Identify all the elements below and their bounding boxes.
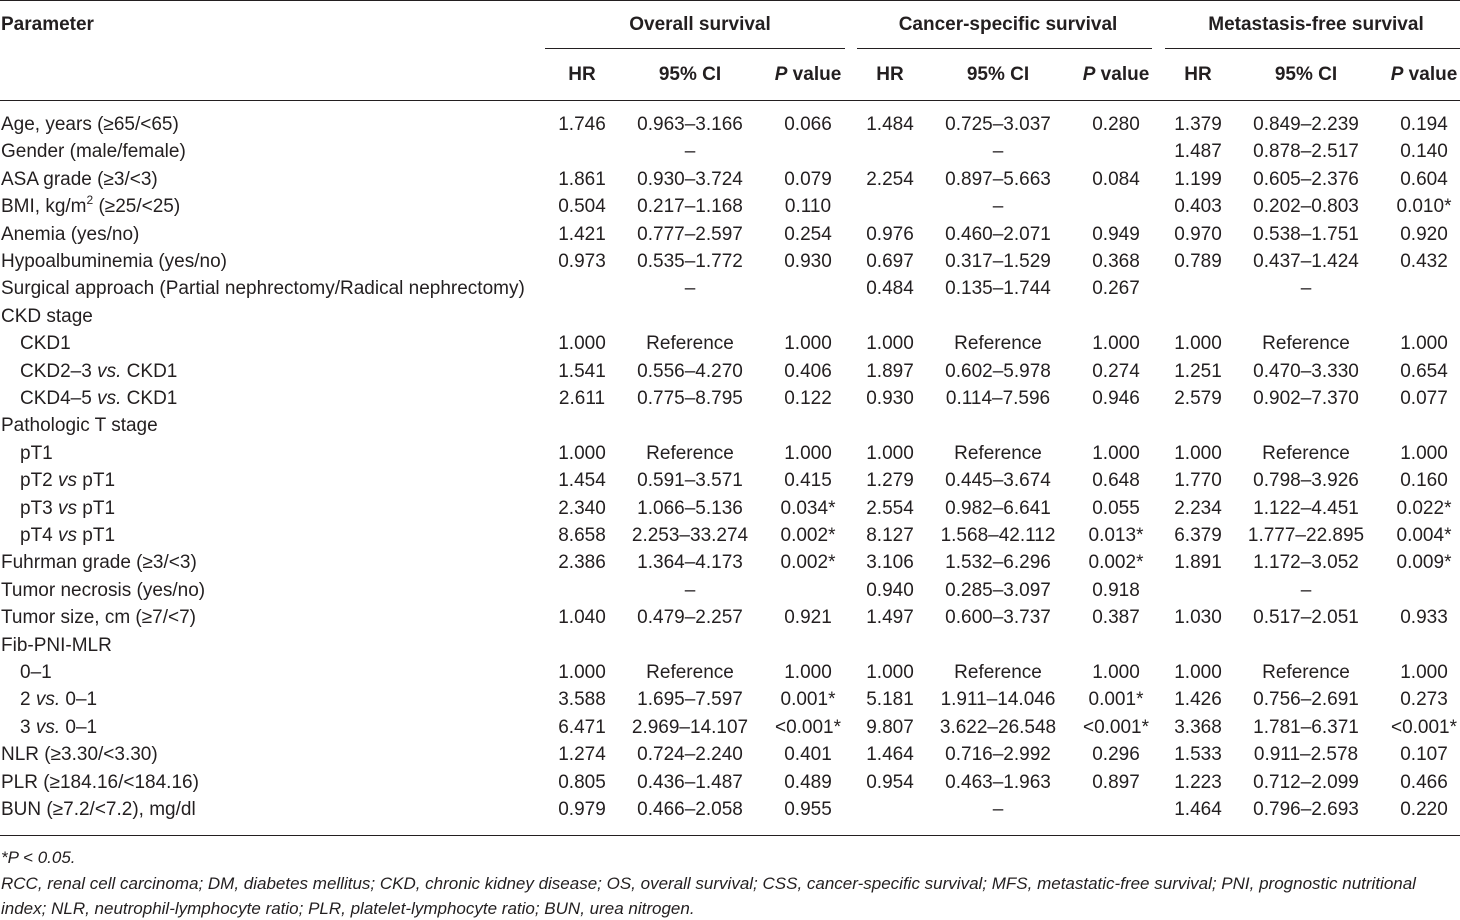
cell-mfs-ci: 1.122–4.451 [1253,498,1359,519]
cell-os-p: 0.110 [784,196,832,217]
cell-css-p: 0.280 [1092,114,1140,135]
p-italic: P [1082,64,1096,85]
cell-mfs-hr: 1.251 [1174,361,1222,382]
cell-os-p: 0.930 [784,251,832,272]
row-label: NLR (≥3.30/<3.30) [1,744,158,765]
cell-mfs-p: 0.466 [1400,772,1448,793]
cell-css-hr: 0.976 [866,224,914,245]
cell-os-hr: 1.000 [558,662,606,683]
cell-css-ci: – [992,141,1004,162]
cell-css-hr: 1.000 [866,333,914,354]
cell-mfs-hr: 1.770 [1174,470,1222,491]
cell-mfs-hr: 2.234 [1174,498,1222,519]
cell-os-ci: 1.695–7.597 [637,689,743,710]
group-header-mfs: Metastasis-free survival [1208,14,1424,35]
cell-os-ci: 0.777–2.597 [637,224,743,245]
cell-css-ci: 0.716–2.992 [945,744,1051,765]
cell-os-hr: 1.454 [558,470,606,491]
table-top-rule [0,0,1460,1]
cell-mfs-hr: 0.789 [1174,251,1222,272]
vs-italic: vs. [35,689,61,710]
cell-os-ci: – [684,580,696,601]
cell-mfs-ci: 0.538–1.751 [1253,224,1359,245]
cell-mfs-hr: 1.379 [1174,114,1222,135]
cell-mfs-hr: 1.426 [1174,689,1222,710]
cell-os-hr: 0.979 [558,799,606,820]
p-italic: P [774,64,788,85]
cell-mfs-p: 0.004* [1396,525,1452,546]
css-hr-subheader: HR [876,64,904,85]
cell-os-ci: – [684,141,696,162]
cell-mfs-hr: 0.970 [1174,224,1222,245]
vs-italic: vs [58,525,78,546]
cell-css-p: 0.946 [1092,388,1140,409]
cell-os-ci: 1.364–4.173 [637,552,743,573]
cell-mfs-p: 0.077 [1400,388,1448,409]
footnote-significance: *P < 0.05. [1,848,76,867]
cell-mfs-hr: 3.368 [1174,717,1222,738]
cell-os-hr: 1.861 [558,169,606,190]
cell-mfs-hr: 1.030 [1174,607,1222,628]
cell-os-p: 0.002* [780,552,836,573]
cell-os-p: 0.415 [784,470,832,491]
cell-css-p: 1.000 [1092,662,1140,683]
cell-css-p: 0.084 [1092,169,1140,190]
css-p-subheader: P value [1082,64,1150,85]
cell-css-ci: 3.622–26.548 [939,717,1057,738]
cell-css-hr: 1.000 [866,443,914,464]
cell-mfs-ci: Reference [1262,662,1350,683]
cell-mfs-p: 1.000 [1400,443,1448,464]
cell-css-hr: 0.954 [866,772,914,793]
row-label: BUN (≥7.2/<7.2), mg/dl [1,799,196,820]
cell-mfs-p: 0.160 [1400,470,1448,491]
cell-mfs-p: 1.000 [1400,662,1448,683]
cell-mfs-hr: 1.000 [1174,333,1222,354]
cell-os-hr: 1.040 [558,607,606,628]
vs-italic: vs [58,498,78,519]
cell-css-p: 0.267 [1092,278,1140,299]
cell-os-p: 1.000 [784,443,832,464]
cell-mfs-ci: 0.437–1.424 [1253,251,1359,272]
cell-mfs-ci: 1.777–22.895 [1247,525,1365,546]
cell-mfs-ci: 0.712–2.099 [1253,772,1359,793]
cell-css-ci: 0.460–2.071 [945,224,1051,245]
row-label: Surgical approach (Partial nephrectomy/Radical nephrectomy) [1,278,525,299]
cell-os-p: 0.254 [784,224,832,245]
cell-css-p: 0.918 [1092,580,1140,601]
cell-mfs-hr: 1.000 [1174,443,1222,464]
cell-css-ci: 0.135–1.744 [945,278,1051,299]
cell-css-ci: – [992,799,1004,820]
cell-css-hr: 1.279 [866,470,914,491]
superscript: 2 [86,192,94,207]
os-hr-subheader: HR [568,64,596,85]
row-label: 3 vs. 0–1 [20,717,98,738]
group-underline-mfs [1165,48,1460,49]
row-label: BMI, $kg/m^2$ (≥25/<25) [1,192,181,217]
cell-os-hr: 6.471 [558,717,606,738]
cell-os-hr: 0.805 [558,772,606,793]
header-bottom-rule [0,100,1460,101]
row-label: PLR (≥184.16/<184.16) [1,772,199,793]
cell-mfs-ci: 0.911–2.578 [1253,744,1359,765]
row-label: Gender (male/female) [1,141,186,162]
cell-os-ci: – [684,278,696,299]
cell-mfs-ci: Reference [1262,333,1350,354]
vs-italic: vs. [97,388,122,409]
vs-italic: vs. [97,361,122,382]
row-label: Tumor size, cm (≥7/<7) [1,607,197,628]
os-p-subheader: P value [774,64,842,85]
cell-css-hr: 1.000 [866,662,914,683]
cell-mfs-hr: 1.000 [1174,662,1222,683]
cell-css-ci: 0.463–1.963 [945,772,1051,793]
cell-css-ci: Reference [954,333,1042,354]
mfs-hr-subheader: HR [1184,64,1212,85]
cell-os-p: 0.489 [784,772,832,793]
row-label: Fuhrman grade (≥3/<3) [1,552,197,573]
cell-css-p: 0.296 [1092,744,1140,765]
cell-css-hr: 5.181 [866,689,914,710]
cell-css-p: 0.055 [1092,498,1140,519]
cell-css-ci: 0.725–3.037 [945,114,1051,135]
cell-os-ci: Reference [646,333,734,354]
vs-italic: vs. [35,717,61,738]
row-label: pT2 vs pT1 [20,470,116,491]
cell-mfs-p: 1.000 [1400,333,1448,354]
row-label: CKD4–5 vs. CKD1 [20,388,178,409]
cell-mfs-p: <0.001* [1390,717,1458,738]
cell-css-ci: 1.532–6.296 [945,552,1051,573]
cell-os-p: 0.002* [780,525,836,546]
cell-mfs-ci: 0.796–2.693 [1253,799,1359,820]
cell-os-hr: 2.386 [558,552,606,573]
cell-os-p: 1.000 [784,662,832,683]
row-label: pT3 vs pT1 [20,498,116,519]
cell-css-p: 0.387 [1092,607,1140,628]
cell-css-hr: 3.106 [866,552,914,573]
cell-mfs-hr: 1.464 [1174,799,1222,820]
cell-mfs-hr: 1.533 [1174,744,1222,765]
cell-css-p: 0.648 [1092,470,1140,491]
cell-css-ci: 0.897–5.663 [945,169,1051,190]
cell-css-hr: 9.807 [866,717,914,738]
cell-css-ci: 0.602–5.978 [945,361,1051,382]
cell-mfs-ci: 0.878–2.517 [1253,141,1359,162]
cell-os-hr: 1.541 [558,361,606,382]
cell-os-ci: 0.479–2.257 [637,607,743,628]
cell-css-ci: Reference [954,662,1042,683]
cell-os-ci: 0.775–8.795 [637,388,743,409]
cell-os-hr: 8.658 [558,525,606,546]
row-label: ASA grade (≥3/<3) [1,169,158,190]
cell-css-ci: 0.317–1.529 [945,251,1051,272]
row-label: pT1 [20,443,53,464]
row-label: Hypoalbuminemia (yes/no) [1,251,227,272]
mfs-p-subheader: P value [1390,64,1458,85]
cell-os-ci: 0.436–1.487 [637,772,743,793]
cell-mfs-p: 0.273 [1400,689,1448,710]
cell-mfs-p: 0.022* [1396,498,1452,519]
cell-os-p: 0.401 [784,744,832,765]
cell-mfs-ci: 0.517–2.051 [1253,607,1359,628]
cell-css-p: 0.949 [1092,224,1140,245]
group-header-css: Cancer-specific survival [898,14,1118,35]
cell-mfs-p: 0.920 [1400,224,1448,245]
cell-mfs-ci: 1.172–3.052 [1253,552,1359,573]
cell-os-p: 0.034* [780,498,836,519]
cell-os-ci: 0.535–1.772 [637,251,743,272]
cell-mfs-ci: 0.902–7.370 [1253,388,1359,409]
cell-css-ci: Reference [954,443,1042,464]
cell-css-hr: 1.897 [866,361,914,382]
cell-os-p: 0.079 [784,169,832,190]
cell-os-p: <0.001* [774,717,842,738]
cell-mfs-hr: 6.379 [1174,525,1222,546]
cell-css-ci: 0.114–7.596 [945,388,1051,409]
cell-css-ci: – [992,196,1004,217]
cell-mfs-ci: Reference [1262,443,1350,464]
cell-os-p: 1.000 [784,333,832,354]
cell-mfs-ci: – [1300,580,1312,601]
cell-mfs-hr: 1.487 [1174,141,1222,162]
cell-css-p: 0.274 [1092,361,1140,382]
cell-os-ci: 0.217–1.168 [637,196,743,217]
cell-os-ci: Reference [646,443,734,464]
cell-css-p: 1.000 [1092,443,1140,464]
cell-mfs-p: 0.194 [1400,114,1448,135]
cell-os-hr: 0.504 [558,196,606,217]
cell-css-hr: 1.464 [866,744,914,765]
mfs-ci-subheader: 95% CI [1274,64,1338,85]
cell-css-p: 0.002* [1088,552,1144,573]
cell-mfs-p: 0.432 [1400,251,1448,272]
cell-mfs-hr: 1.891 [1174,552,1222,573]
cell-mfs-ci: 1.781–6.371 [1253,717,1359,738]
row-label: pT4 vs pT1 [20,525,116,546]
cell-os-ci: 0.930–3.724 [637,169,743,190]
cell-os-ci: Reference [646,662,734,683]
cell-mfs-p: 0.604 [1400,169,1448,190]
cell-os-ci: 2.253–33.274 [631,525,749,546]
p-italic: P [1390,64,1404,85]
cell-css-ci: 1.568–42.112 [940,525,1056,546]
cell-os-p: 0.122 [784,388,832,409]
row-label: Anemia (yes/no) [1,224,140,245]
cell-mfs-ci: 0.202–0.803 [1253,196,1359,217]
css-ci-subheader: 95% CI [966,64,1030,85]
cell-css-hr: 0.930 [866,388,914,409]
cell-css-p: 0.897 [1092,772,1140,793]
cell-os-ci: 0.724–2.240 [637,744,743,765]
cell-os-hr: 1.000 [558,443,606,464]
cell-css-hr: 1.497 [866,607,914,628]
cell-mfs-ci: 0.605–2.376 [1253,169,1359,190]
cell-mfs-p: 0.933 [1400,607,1448,628]
cell-mfs-ci: 0.470–3.330 [1253,361,1359,382]
cell-os-hr: 0.973 [558,251,606,272]
parameter-header: Parameter [1,14,94,35]
group-underline-css [857,48,1152,49]
cell-css-hr: 2.554 [866,498,914,519]
cell-os-ci: 0.963–3.166 [637,114,743,135]
cell-mfs-p: 0.010* [1396,196,1452,217]
cell-css-p: 0.368 [1092,251,1140,272]
cell-os-ci: 0.556–4.270 [637,361,743,382]
vs-italic: vs [58,470,78,491]
cell-css-ci: 0.600–3.737 [945,607,1051,628]
cell-mfs-ci: 0.798–3.926 [1253,470,1359,491]
cell-mfs-ci: 0.756–2.691 [1253,689,1359,710]
cell-css-p: 1.000 [1092,333,1140,354]
cell-os-hr: 2.611 [558,388,606,409]
os-ci-subheader: 95% CI [658,64,722,85]
row-label: 2 vs. 0–1 [20,689,98,710]
cell-os-ci: 0.591–3.571 [637,470,743,491]
footnote-abbreviations-line2: index; NLR, neutrophil-lymphocyte ratio; PLR, platelet-lymphocyte ratio; BUN, urea nitrogen. [1,899,695,918]
cell-os-ci: 2.969–14.107 [631,717,749,738]
cell-css-hr: 8.127 [866,525,914,546]
cell-mfs-hr: 1.199 [1174,169,1222,190]
cell-os-hr: 1.746 [558,114,606,135]
cell-os-p: 0.955 [784,799,832,820]
cell-mfs-p: 0.220 [1400,799,1448,820]
cell-css-ci: 0.445–3.674 [945,470,1051,491]
cell-mfs-hr: 0.403 [1174,196,1222,217]
row-label: Tumor necrosis (yes/no) [1,580,206,601]
cell-css-hr: 1.484 [866,114,914,135]
footnote-abbreviations-line1: RCC, renal cell carcinoma; DM, diabetes mellitus; CKD, chronic kidney disease; OS, overall survival; CSS, cancer-specific survival; MFS, metastatic-free survival; PNI, prognostic nutritional [1,874,1416,893]
cell-css-ci: 1.911–14.046 [940,689,1056,710]
cell-os-ci: 0.466–2.058 [637,799,743,820]
group-underline-os [545,48,845,49]
cell-os-ci: 1.066–5.136 [637,498,743,519]
cell-os-p: 0.001* [780,689,836,710]
cell-os-p: 0.406 [784,361,832,382]
row-label: Age, years (≥65/<65) [1,114,179,135]
cell-mfs-ci: – [1300,278,1312,299]
cell-mfs-ci: 0.849–2.239 [1253,114,1359,135]
cell-os-hr: 1.421 [558,224,606,245]
row-label: Pathologic T stage [1,415,158,436]
cell-css-ci: 0.982–6.641 [945,498,1051,519]
row-label: CKD1 [20,333,71,354]
table-bottom-rule [0,835,1460,836]
cell-mfs-p: 0.107 [1400,744,1448,765]
cell-os-hr: 1.274 [558,744,606,765]
cell-mfs-p: 0.140 [1400,141,1448,162]
row-label: 0–1 [20,662,52,683]
cell-os-hr: 2.340 [558,498,606,519]
cell-os-p: 0.066 [784,114,832,135]
cell-mfs-hr: 1.223 [1174,772,1222,793]
cell-mfs-hr: 2.579 [1174,388,1222,409]
row-label: CKD stage [1,306,93,327]
row-label: CKD2–3 vs. CKD1 [20,361,178,382]
cell-mfs-p: 0.654 [1400,361,1448,382]
cell-css-hr: 0.484 [866,278,914,299]
group-header-os: Overall survival [629,14,771,35]
row-label: Fib-PNI-MLR [1,635,112,656]
cell-os-hr: 1.000 [558,333,606,354]
cell-os-hr: 3.588 [558,689,606,710]
cell-css-hr: 2.254 [866,169,914,190]
cell-css-p: 0.013* [1088,525,1144,546]
cell-css-ci: 0.285–3.097 [945,580,1051,601]
cell-css-p: 0.001* [1088,689,1144,710]
cell-css-hr: 0.697 [866,251,914,272]
cell-css-hr: 0.940 [866,580,914,601]
cell-os-p: 0.921 [784,607,832,628]
cell-css-p: <0.001* [1082,717,1150,738]
cell-mfs-p: 0.009* [1396,552,1452,573]
